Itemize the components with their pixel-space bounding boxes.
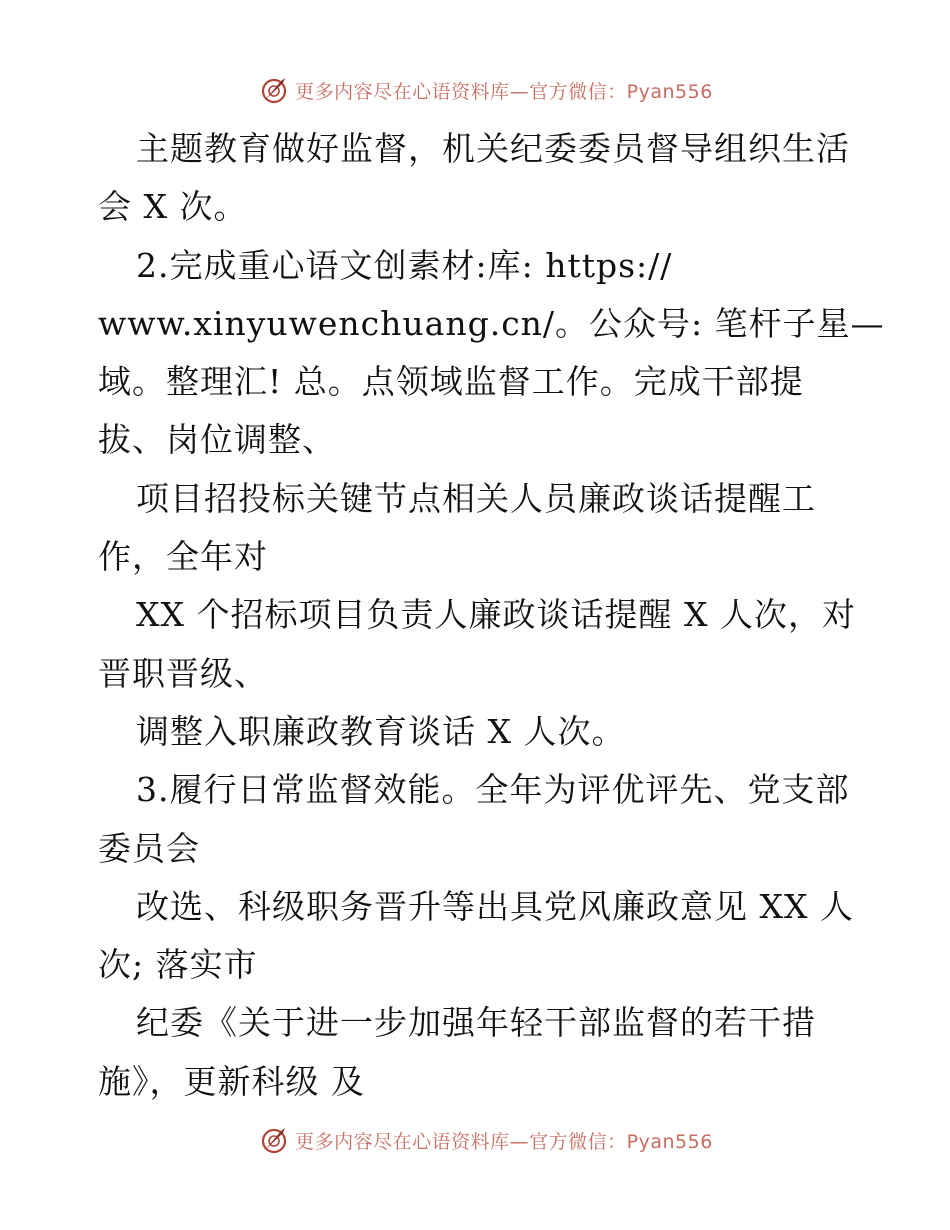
text-line: 次; 落实市 <box>98 945 258 985</box>
text-line: 域。整理汇! 总。点领域监督工作。完成干部提 <box>98 362 804 402</box>
text-line: XX 个招标项目负责人廉政谈话提醒 X 人次，对 <box>136 595 856 635</box>
text-line: 调整入职廉政教育谈话 X 人次。 <box>136 711 626 751</box>
text-line: 改选、科级职务晋升等出具党风廉政意见 XX 人 <box>136 886 854 926</box>
text-line: 施》，更新科级 及 <box>98 1061 365 1101</box>
text-line: 项目招投标关键节点相关人员廉政谈话提醒工 <box>136 478 816 518</box>
document-body <box>98 120 885 1111</box>
text-line: 纪委《关于进一步加强年轻干部监督的若干措 <box>136 1003 816 1043</box>
footer-watermark <box>0 1120 950 1160</box>
header-watermark <box>0 70 950 110</box>
text-line: 会 X 次。 <box>98 187 248 227</box>
watermark-text: 更多内容尽在心语资料库—官方微信：Pyan556 <box>295 1130 713 1153</box>
text-line: 晋职晋级、 <box>98 653 268 693</box>
watermark-text: 更多内容尽在心语资料库—官方微信：Pyan556 <box>295 80 713 103</box>
text-line: 委员会 <box>98 828 200 868</box>
text-line: 3.履行日常监督效能。全年为评优评先、党支部 <box>136 770 850 810</box>
text-line: www.xinyuwenchuang.cn/。公众号: 笔杆子星— <box>98 303 885 343</box>
text-line: 主题教育做好监督，机关纪委委员督导组织生活 <box>136 129 850 168</box>
text-line: 2.完成重心语文创素材:库: https:// <box>136 245 673 285</box>
text-line: 作，全年对 <box>98 537 268 577</box>
brush-logo-icon <box>259 75 289 105</box>
text-line: 拔、岗位调整、 <box>98 420 336 460</box>
brush-logo-icon <box>259 1125 289 1155</box>
